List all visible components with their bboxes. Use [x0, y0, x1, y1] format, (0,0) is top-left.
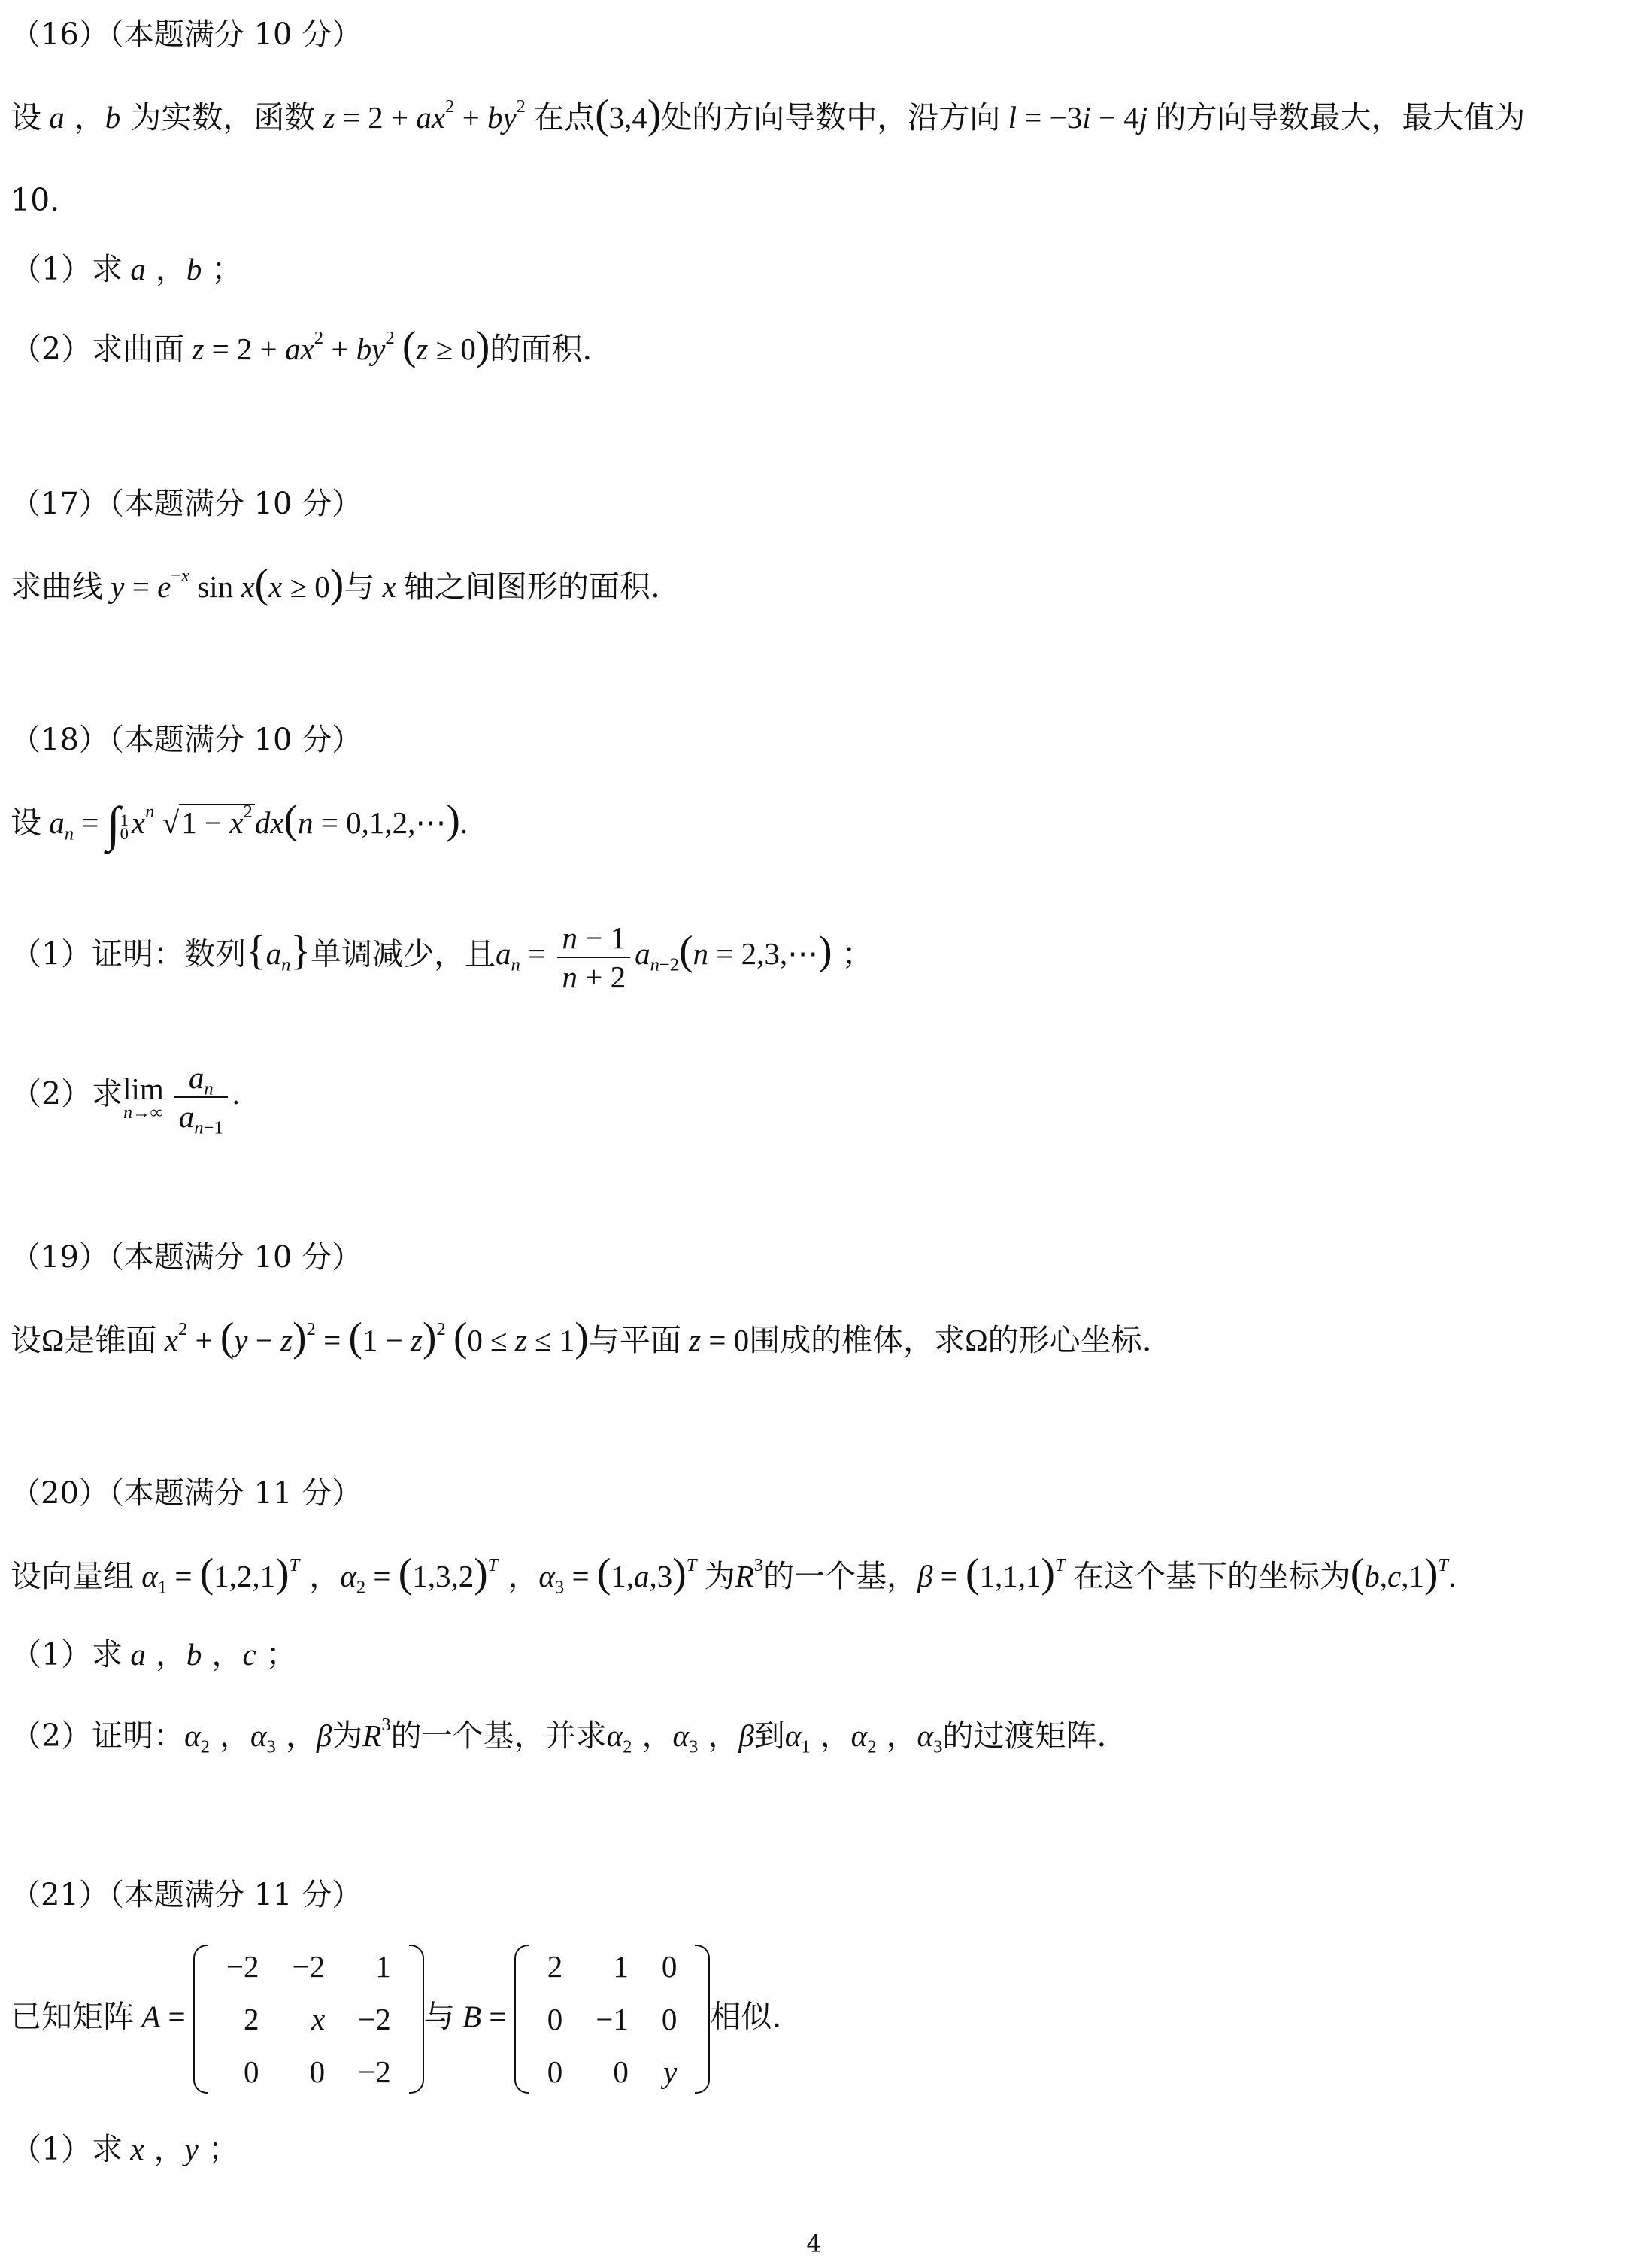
matrix-b: 2 1 0 0 −1 0 0 0 y — [514, 1940, 711, 2098]
q18-part1: （1）证明：数列$\{a_n\}$单调减少，且$a_n$ = $\frac{n - 1}{n + 2}$ $a_{n-2}(n$ = 2,3,⋯) ； — [11, 920, 873, 994]
q21-part1: （1）求 x ，y ； — [11, 2131, 239, 2167]
q21-text: 已知矩阵 A = −2 −2 1 2 x −2 0 0 −2 与 B = 2 1 0 0 −1 0 0 0 y 相似. — [11, 1940, 781, 2098]
q20-header: （20）（本题满分 11 分） — [11, 1476, 362, 1511]
q20-part1: （1）求 a ，b ，c ； — [11, 1636, 297, 1672]
q17-text: 求曲线 $y = e^{-x}$ sin x(x ≥ 0)与 x 轴之间图形的面积. — [11, 560, 660, 606]
q19-header: （19）（本题满分 10 分） — [11, 1240, 362, 1275]
q16-stem: 设 a ，b 为实数，函数 $z = 2 + ax^2 + by^2$ 在点(3,4)处的方向导数中，沿方向 l = −3i − 4j 的方向导数最大，最大值为 — [11, 91, 1526, 137]
q16-stem-cont: 10. — [11, 182, 60, 218]
q20-text: 设向量组 $\alpha_1 = (1,2,1)^T$ ，$\alpha_2 = (1,3,2)^T$ ，$\alpha_3 = (1,a,3)^T$ 为$R^3$的一个基，$\beta = (1,1,1)^T$ 在这个基下的坐标为$(b,c,1)^T$. — [11, 1550, 1457, 1598]
q16-part2: （2）求曲面 $z = 2 + ax^2 + by^2$ (z ≥ 0)的面积. — [11, 323, 593, 368]
q17-header: （17）（本题满分 10 分） — [11, 487, 362, 521]
page-number: 4 — [806, 2230, 822, 2258]
q16-header: （16）（本题满分 10 分） — [11, 17, 362, 52]
q16-part1: （1）求 a ，b ； — [11, 251, 243, 287]
q21-header: （21）（本题满分 11 分） — [11, 1878, 362, 1912]
q20-part2: （2）证明：$\alpha_2$ ，$\alpha_3$ ，β为$R^3$的一个基，并求$\alpha_2$ ，$\alpha_3$ ，β到$\alpha_1$ ，$\alpha_2$ ，$\alpha_3$的过渡矩阵. — [11, 1715, 1107, 1757]
q18-part2: （2）求 lim n→∞ $\frac{a_n}{a_{n-1}}$ . — [11, 1060, 240, 1139]
matrix-a: −2 −2 1 2 x −2 0 0 −2 — [193, 1940, 424, 2098]
q18-header: （18）（本题满分 10 分） — [11, 723, 362, 757]
q18-definition: 设 $a_n = \int 1$ $0x^n$ $√1 - x^2dx(n$ = 0,1,2,⋯). — [11, 796, 468, 852]
q19-text: 设Ω是锥面 $x^2 + (y - z)^2 = (1 - z)^2$ (0 ≤ z ≤ 1)与平面 z = 0围成的椎体，求Ω的形心坐标. — [11, 1314, 1152, 1360]
